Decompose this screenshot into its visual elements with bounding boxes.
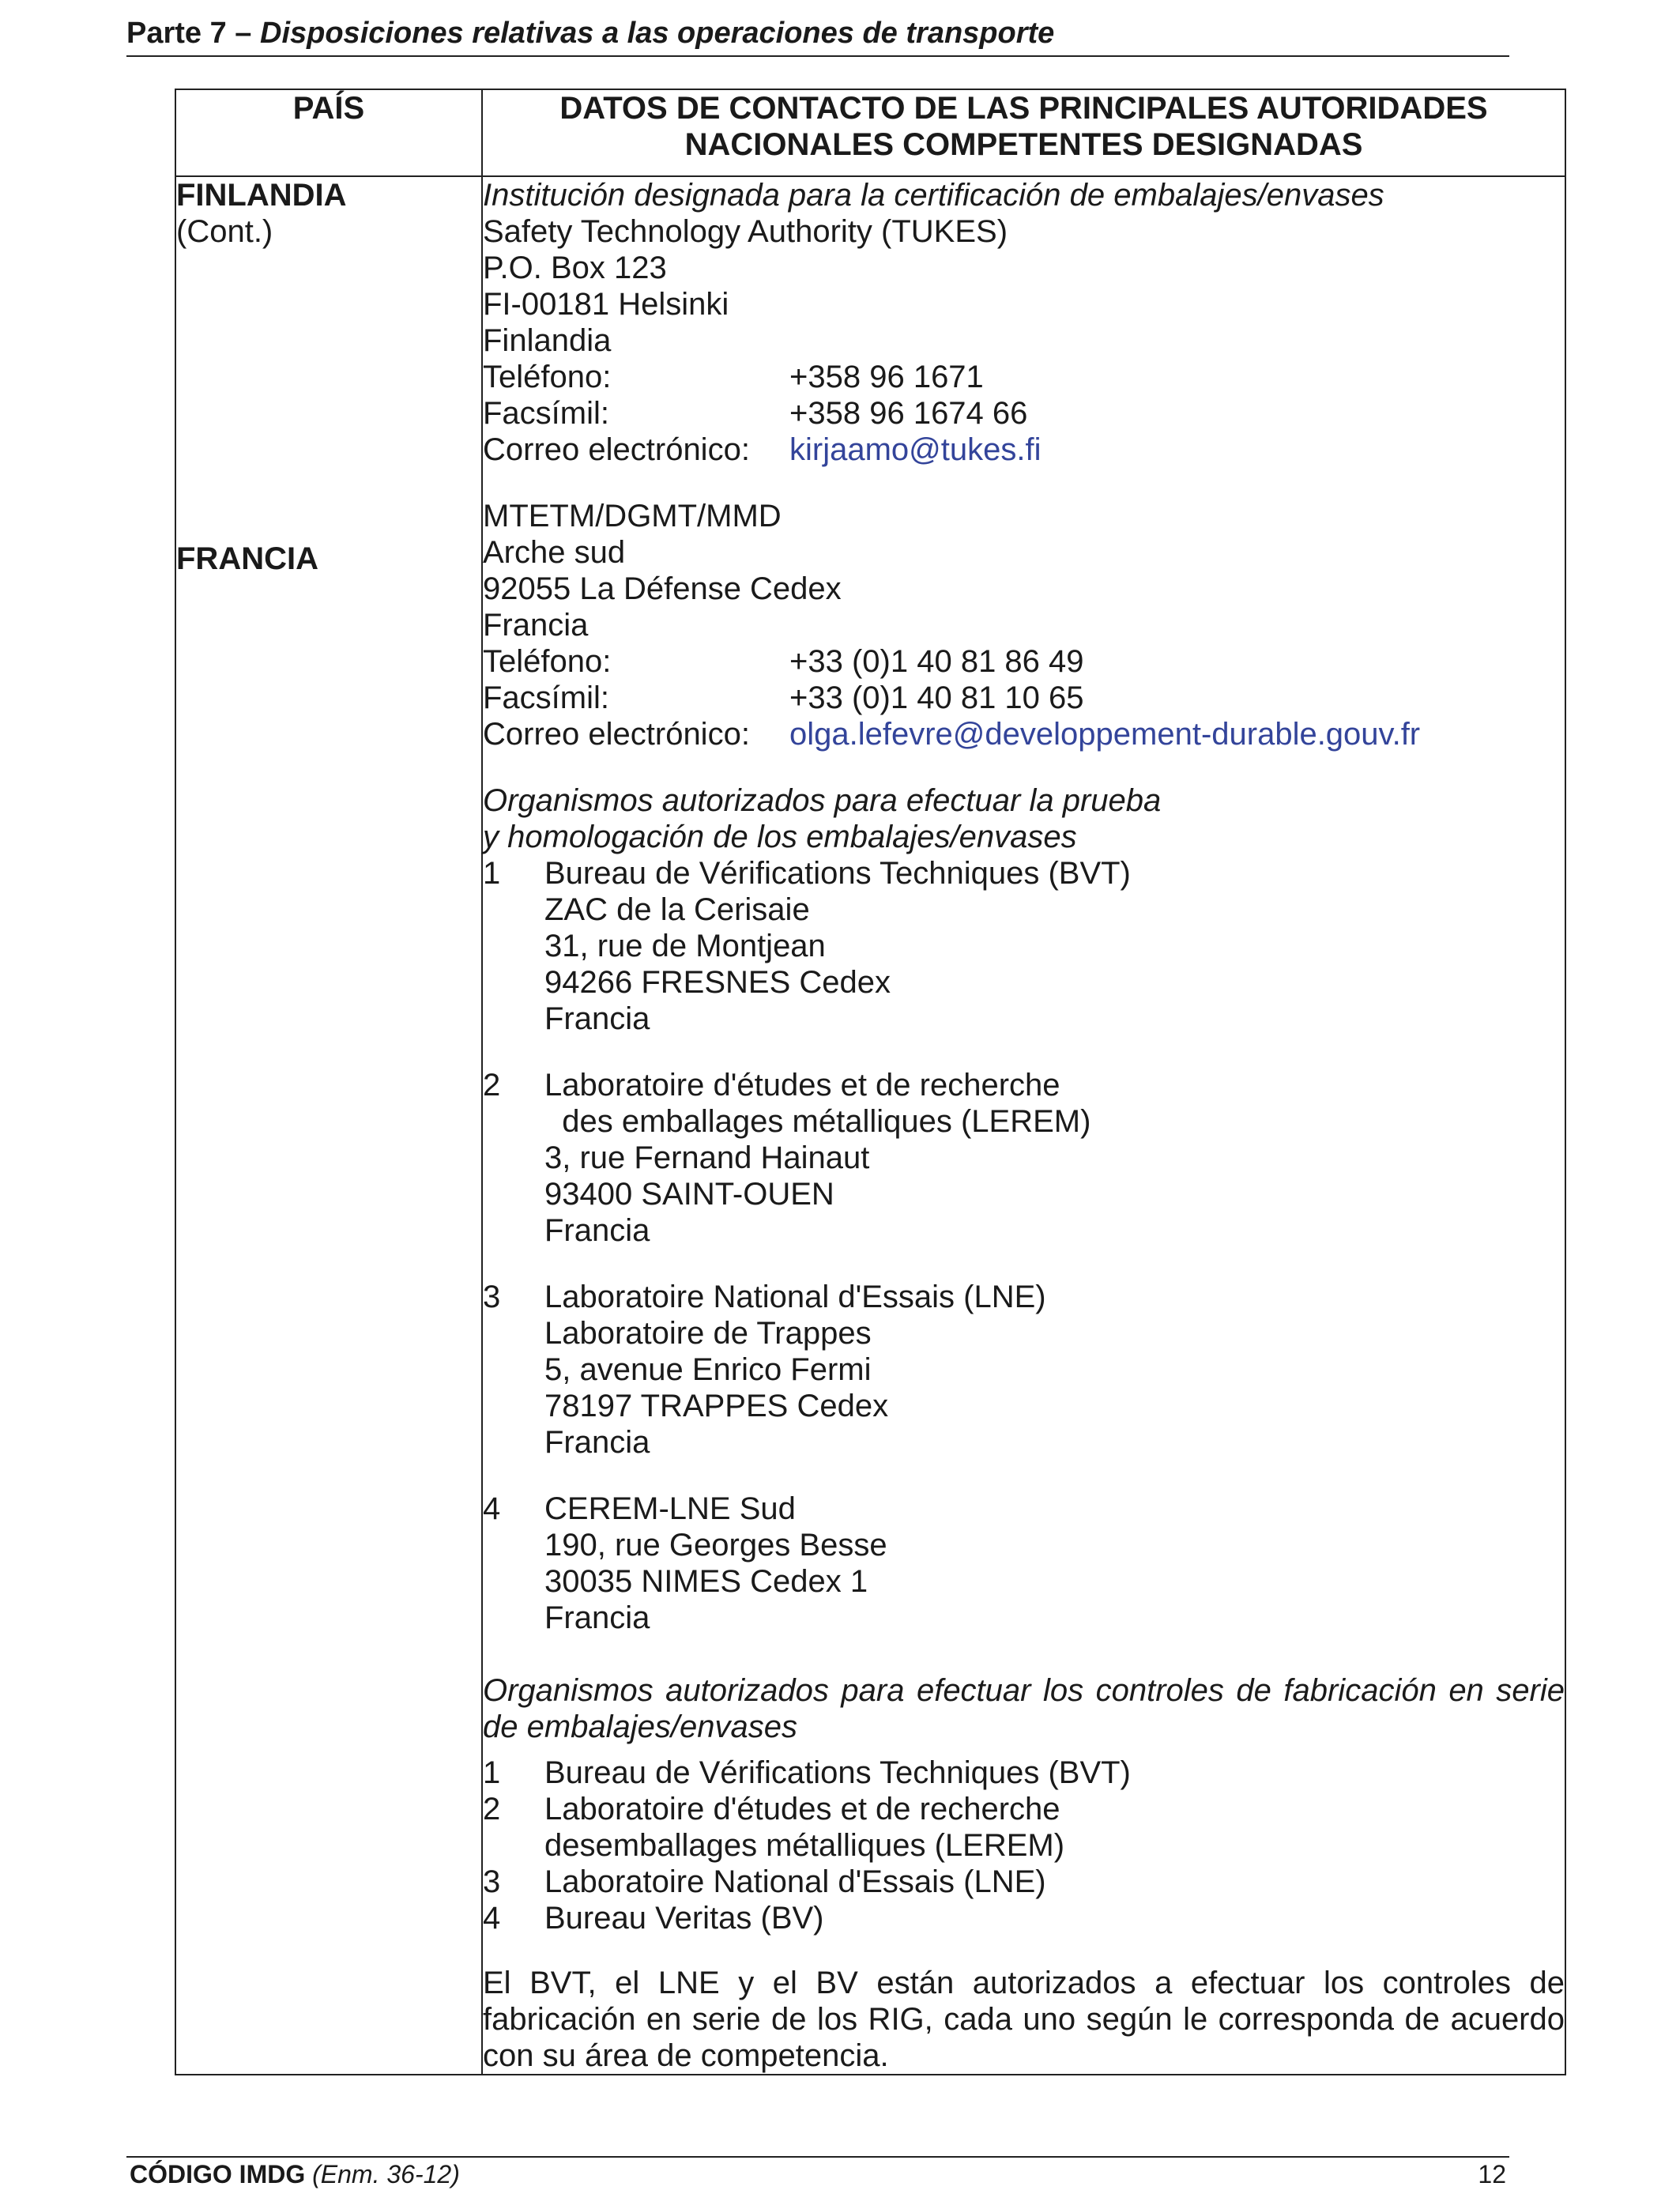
list-item-body: [544, 1067, 1090, 1249]
finlandia-address-line: FI-00181 Helsinki: [483, 287, 729, 322]
finlandia-fax-row: [483, 395, 1565, 432]
list-item-line: Laboratoire de Trappes: [544, 1316, 872, 1351]
finlandia-phone-row: [483, 359, 1565, 395]
country-francia: FRANCIA: [176, 541, 318, 576]
finlandia-address-line: Safety Technology Authority (TUKES): [483, 214, 1008, 249]
spacer: [483, 468, 1565, 498]
list-item: [483, 1491, 1565, 1636]
list-item-number: 4: [483, 1491, 501, 1526]
list-item: [483, 855, 1565, 1037]
spacer: [483, 1745, 1565, 1755]
list-item-line: Laboratoire d'études et de recherche: [544, 1068, 1060, 1103]
list-item-body: [544, 1900, 824, 1936]
list-item-number: 3: [483, 1280, 501, 1314]
fax-value: +33 (0)1 40 81 10 65: [789, 680, 1084, 715]
francia-fax-row: [483, 680, 1565, 716]
header-part: Parte 7 –: [126, 17, 260, 50]
list-item: [483, 1067, 1565, 1249]
francia-address-line: Francia: [483, 608, 589, 643]
fax-value: +358 96 1674 66: [789, 396, 1028, 431]
footer-code: [130, 2158, 460, 2191]
list-item-line: 78197 TRAPPES Cedex: [544, 1389, 889, 1423]
page-header: [126, 11, 1509, 57]
spacer: [483, 1461, 1565, 1491]
table-body-row: [175, 176, 1565, 2075]
list-item-line: Francia: [544, 1213, 650, 1248]
francia-phone-row: [483, 643, 1565, 680]
list-item-number: 3: [483, 1864, 501, 1899]
table-header-row: [175, 89, 1565, 176]
list-item: [483, 1755, 1565, 1791]
spacer: [176, 250, 481, 541]
email-link[interactable]: olga.lefevre@developpement-durable.gouv.fr: [789, 717, 1421, 752]
finlandia-address-line: Finlandia: [483, 323, 612, 358]
list-item-line: Laboratoire National d'Essais (LNE): [544, 1280, 1046, 1314]
list-item: [483, 1791, 1565, 1864]
list-item-number: 2: [483, 1068, 501, 1103]
page-number: 12: [1478, 2160, 1506, 2188]
spacer: [483, 1936, 1565, 1965]
column-header-contact-line-2: NACIONALES COMPETENTES DESIGNADAS: [684, 127, 1363, 162]
country-cell: [175, 176, 482, 2075]
footer-code-name: CÓDIGO IMDG: [130, 2160, 313, 2188]
test-bodies-heading-line-1: Organismos autorizados para efectuar la prueba: [483, 783, 1162, 818]
spacer: [483, 1249, 1565, 1279]
phone-label: Teléfono:: [483, 360, 612, 394]
list-item-line: Bureau de Vérifications Techniques (BVT): [544, 856, 1131, 891]
email-link[interactable]: kirjaamo@tukes.fi: [789, 432, 1042, 467]
test-bodies-list: [483, 855, 1565, 1666]
list-item-line: CEREM-LNE Sud: [544, 1491, 796, 1526]
country-finlandia: FINLANDIA: [176, 178, 347, 213]
francia-address-line: MTETM/DGMT/MMD: [483, 499, 782, 533]
list-item-line: 30035 NIMES Cedex 1: [544, 1564, 868, 1599]
email-label: Correo electrónico:: [483, 432, 750, 467]
list-item-line: Laboratoire d'études et de recherche: [544, 1792, 1060, 1826]
list-item-line: ZAC de la Cerisaie: [544, 892, 810, 927]
list-item: [483, 1864, 1565, 1900]
list-item-number: 4: [483, 1901, 501, 1936]
phone-value: +358 96 1671: [789, 360, 984, 394]
header-title: Disposiciones relativas a las operaciones de transporte: [260, 17, 1055, 50]
list-item-line: Bureau de Vérifications Techniques (BVT): [544, 1755, 1131, 1790]
fax-label: Facsímil:: [483, 680, 609, 715]
spacer: [483, 1037, 1565, 1067]
test-bodies-heading-line-2: y homologación de los embalajes/envases: [483, 820, 1077, 854]
list-item-body: [544, 1864, 1046, 1900]
list-item-line: 94266 FRESNES Cedex: [544, 965, 891, 1000]
spacer: [483, 752, 1565, 782]
list-item-line: 3, rue Fernand Hainaut: [544, 1140, 870, 1175]
country-finlandia-cont: (Cont.): [176, 214, 273, 249]
series-bodies-list: [483, 1755, 1565, 1936]
list-item: [483, 1900, 1565, 1936]
finlandia-address-line: P.O. Box 123: [483, 251, 667, 285]
list-item-body: [544, 1755, 1131, 1791]
footer-amendment: (Enm. 36-12): [312, 2160, 460, 2188]
list-item-line: Laboratoire National d'Essais (LNE): [544, 1864, 1046, 1899]
list-item-body: [544, 1279, 1046, 1461]
list-item-line: Francia: [544, 1600, 650, 1635]
column-header-country: PAÍS: [175, 89, 482, 176]
list-item: [483, 1279, 1565, 1461]
list-item-number: 1: [483, 856, 501, 891]
francia-email-row: [483, 716, 1565, 752]
list-item-number: 2: [483, 1792, 501, 1826]
list-item-body: [544, 855, 1131, 1037]
page-footer: [126, 2156, 1509, 2189]
email-label: Correo electrónico:: [483, 717, 750, 752]
list-item-line: 31, rue de Montjean: [544, 929, 826, 963]
list-item-body: [544, 1491, 887, 1636]
finlandia-heading: Institución designada para la certificación de embalajes/envases: [483, 178, 1384, 213]
list-item-line: Francia: [544, 1425, 650, 1460]
francia-address-line: Arche sud: [483, 535, 626, 570]
list-item-line: des emballages métalliques (LEREM): [544, 1104, 1091, 1139]
list-item-line: desemballages métalliques (LEREM): [544, 1828, 1065, 1863]
finlandia-email-row: [483, 432, 1565, 468]
list-item-line: 93400 SAINT-OUEN: [544, 1177, 834, 1212]
list-item-line: Francia: [544, 1001, 650, 1036]
column-header-contact-line-1: DATOS DE CONTACTO DE LAS PRINCIPALES AUTORIDADES: [559, 91, 1488, 126]
list-item-line: 190, rue Georges Besse: [544, 1528, 887, 1563]
spacer: [483, 1636, 1565, 1666]
list-item-number: 1: [483, 1755, 501, 1790]
series-heading: Organismos autorizados para efectuar los controles de fabricación en serie de embalajes/envases: [483, 1673, 1565, 1744]
list-item-body: [544, 1791, 1064, 1864]
column-header-contact: [482, 89, 1565, 176]
closing-paragraph: El BVT, el LNE y el BV están autorizados a efectuar los controles de fabricación en serie de los RIG, cada uno según le corresponda de acuerdo con su área de competencia.: [483, 1966, 1565, 2073]
francia-address-line: 92055 La Défense Cedex: [483, 571, 842, 606]
phone-label: Teléfono:: [483, 644, 612, 679]
list-item-line: Bureau Veritas (BV): [544, 1901, 824, 1936]
contact-cell: [482, 176, 1565, 2075]
fax-label: Facsímil:: [483, 396, 609, 431]
list-item-line: 5, avenue Enrico Fermi: [544, 1352, 872, 1387]
authorities-table: [175, 89, 1566, 2075]
phone-value: +33 (0)1 40 81 86 49: [789, 644, 1084, 679]
